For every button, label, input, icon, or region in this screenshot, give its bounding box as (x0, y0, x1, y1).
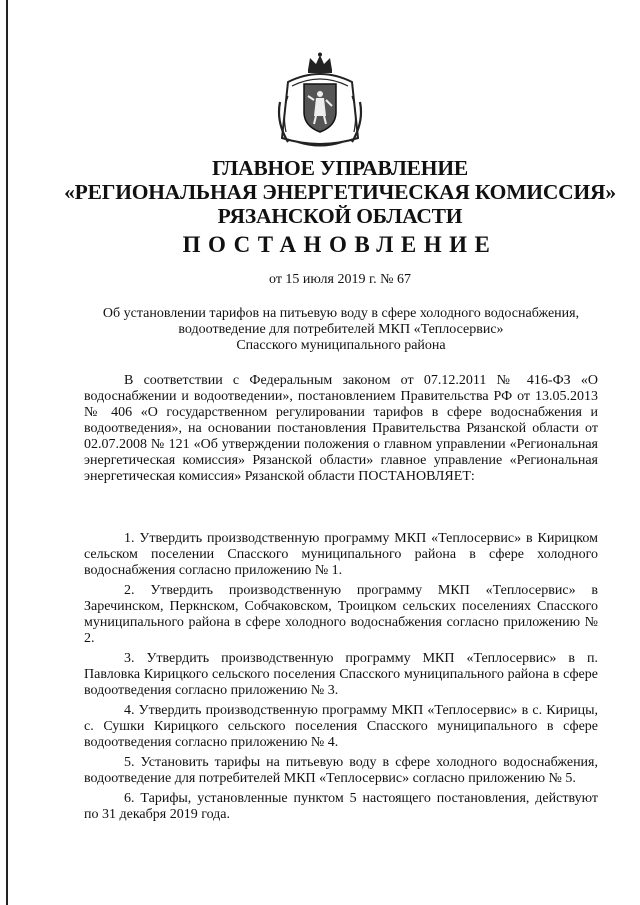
org-line-2: «РЕГИОНАЛЬНАЯ ЭНЕРГЕТИЧЕСКАЯ КОМИССИЯ» (64, 180, 616, 204)
resolution-item: 5. Установить тарифы на питьевую воду в сфере холодного водоснабжения, водоотведение для потребителей МКП «Теплосервис» согласно приложению № 5. (84, 755, 598, 786)
document-subject (82, 306, 600, 354)
resolution-item: 2. Утвердить производственную программу МКП «Теплосервис» в Заречинском, Перкнском, Собчаковском, Троицком сельских поселениях Спасского муниципального района в сфере холодного водоснабжения согласно приложению № 2. (84, 583, 598, 646)
resolution-item: 6. Тарифы, установленные пунктом 5 настоящего постановления, действуют по 31 декабря 2019 года. (84, 791, 598, 822)
org-line-3: РЯЗАНСКОЙ ОБЛАСТИ (217, 204, 463, 228)
subject-line-3: Спасского муниципального района (236, 338, 446, 353)
resolution-items (84, 531, 598, 827)
page-edge-line (6, 0, 8, 905)
document-type-title: ПОСТАНОВЛЕНИЕ (182, 232, 498, 257)
resolution-item: 1. Утвердить производственную программу МКП «Теплосервис» в Кирицком сельском поселении Спасского муниципального района в сфере холодного водоснабжения согласно приложению № 1. (84, 531, 598, 578)
document-date-number: от 15 июля 2019 г. № 67 (269, 272, 411, 287)
resolution-item: 3. Утвердить производственную программу МКП «Теплосервис» в п. Павловка Кирицкого сельского поселения Спасского муниципального района в сфере водоотведения согласно приложению № 3. (84, 651, 598, 698)
preamble-paragraph: В соответствии с Федеральным законом от 07.12.2011 № 416-ФЗ «О водоснабжении и водоотведении», постановлением Правительства РФ от 13.05.2013 № 406 «О государственном регулировании тарифов в сфере водоснабжения и водоотведения», на основании постановления Правительства Рязанской области от 02.07.2008 № 121 «Об утверждении положения о главном управлении «Региональная энергетическая комиссия» Рязанской области» главное управление «Региональная энергетическая комиссия» Рязанской области ПОСТАНОВЛЯЕТ: (84, 373, 598, 484)
subject-line-1: Об установлении тарифов на питьевую воду в сфере холодного водоснабжения, (102, 306, 580, 321)
subject-line-2: водоотведение для потребителей МКП «Теплосервис» (178, 322, 504, 337)
organization-name (40, 156, 640, 228)
resolution-item: 4. Утвердить производственную программу МКП «Теплосервис» в с. Кирицы, с. Сушки Кирицкого сельского поселения Спасского муниципального в сфере водоотведения согласно приложению № 4. (84, 703, 598, 750)
coat-of-arms-icon (274, 52, 366, 150)
org-line-1: ГЛАВНОЕ УПРАВЛЕНИЕ (212, 156, 468, 180)
